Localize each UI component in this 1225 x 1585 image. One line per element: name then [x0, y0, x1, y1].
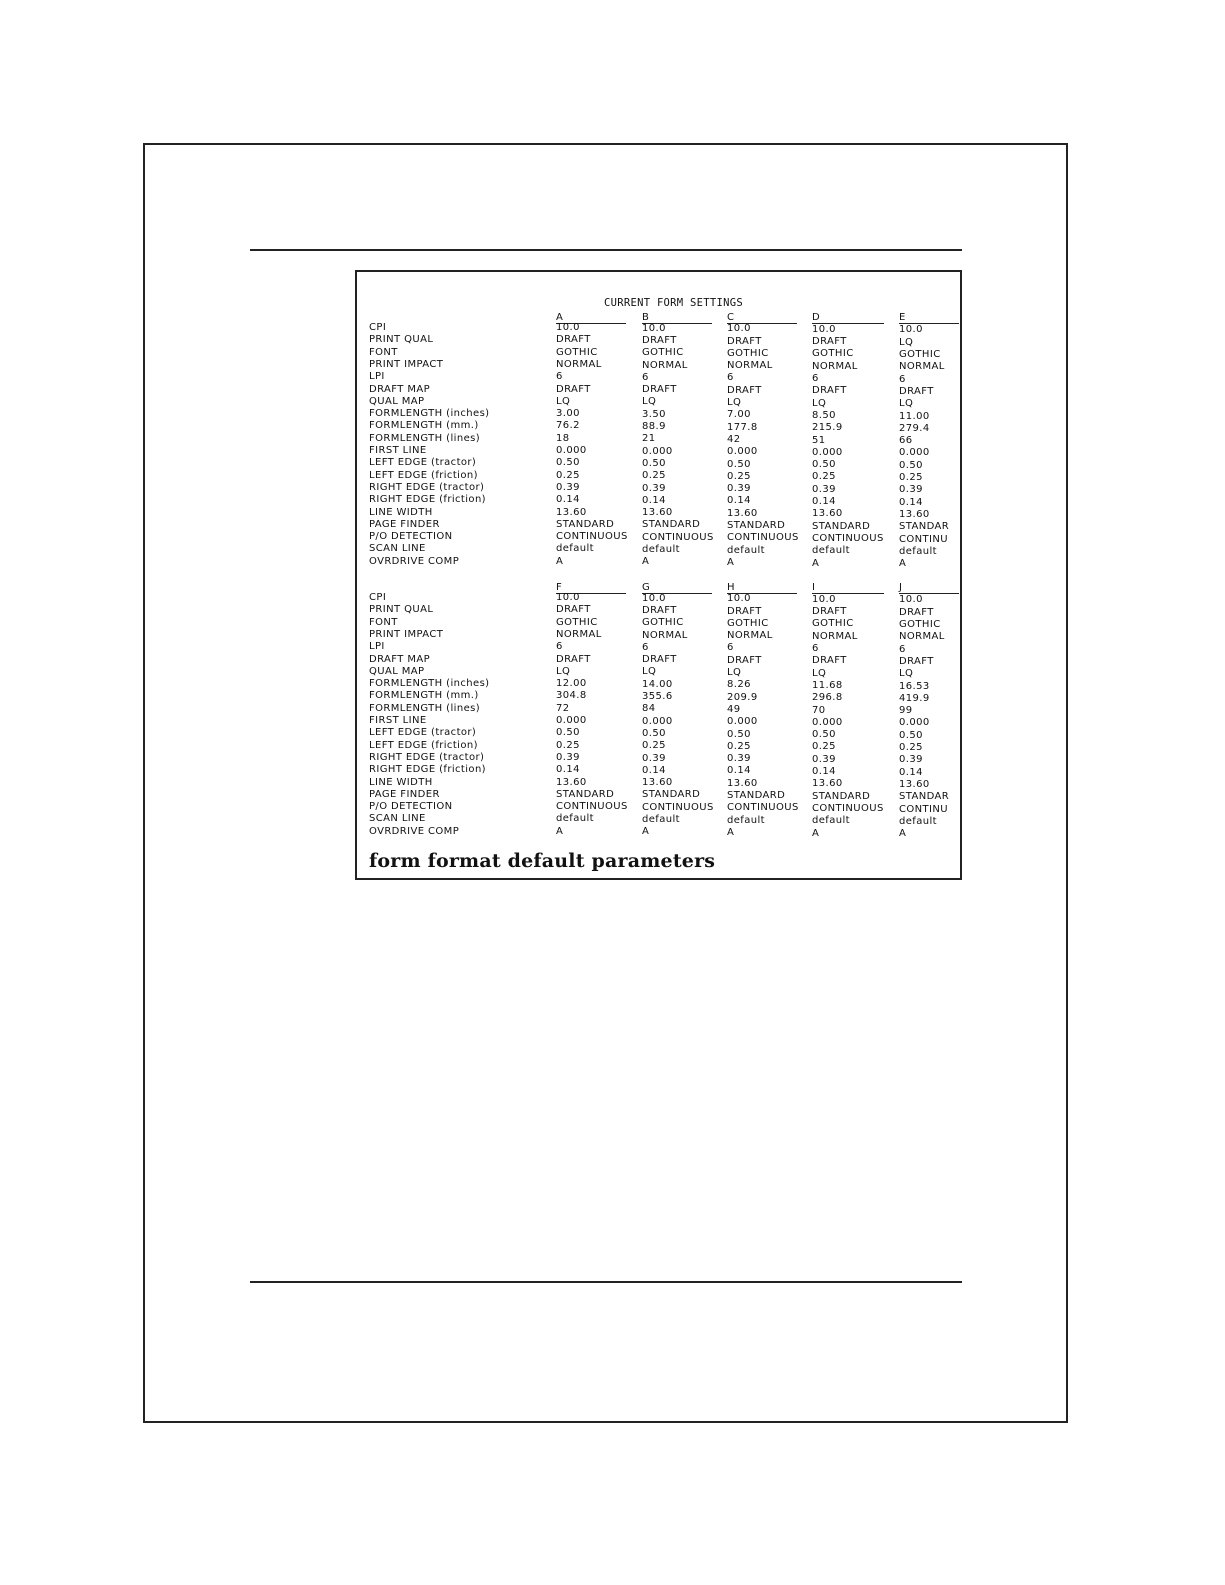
table-cell: 6 [556, 371, 563, 383]
table-cell: 355.6 [642, 691, 673, 702]
table-cell: STANDARD [556, 518, 615, 530]
table-cell: 0.39 [556, 481, 580, 493]
table-cell: 10.0 [727, 593, 751, 605]
table-cell: 49 [727, 703, 741, 715]
table-cell: 0.50 [727, 458, 751, 470]
table-cell: DRAFT [642, 384, 677, 396]
table-cell: GOTHIC [642, 347, 684, 359]
table-cell: 6 [812, 643, 819, 654]
table-cell: DRAFT [899, 385, 934, 397]
table-cell: DRAFT [556, 383, 591, 395]
figure-title: CURRENT FORM SETTINGS [603, 297, 744, 309]
table-cell: 21 [642, 433, 656, 445]
row-label: FONT [369, 616, 398, 628]
row-label: RIGHT EDGE (friction) [369, 764, 486, 776]
table-cell: A [727, 826, 735, 838]
table-cell: 0.000 [642, 445, 673, 457]
row-label: PAGE FINDER [369, 518, 440, 530]
table-cell: 11.68 [812, 679, 843, 691]
table-cell: 11.00 [899, 410, 930, 422]
column-header: F [556, 582, 563, 593]
table-cell: NORMAL [899, 631, 945, 643]
row-label: LEFT EDGE (friction) [369, 739, 478, 751]
column-header: B [642, 312, 650, 323]
table-cell: 13.60 [812, 508, 843, 520]
table-cell: 0.14 [556, 494, 580, 506]
row-label: FORMLENGTH (lines) [369, 432, 481, 444]
table-cell: 0.39 [727, 753, 751, 765]
row-label: LEFT EDGE (tractor) [369, 727, 477, 739]
table-cell: default [812, 815, 850, 827]
table-cell: 3.50 [642, 408, 666, 420]
table-cell: 0.000 [812, 446, 843, 458]
table-cell: 0.50 [642, 457, 666, 469]
table-cell: 0.39 [556, 751, 580, 763]
table-cell: STANDAR [899, 521, 950, 533]
table-cell: 0.14 [812, 766, 836, 777]
table-cell: 0.25 [899, 742, 923, 753]
table-cell: 0.25 [812, 741, 836, 753]
table-cell: DRAFT [812, 606, 847, 618]
table-cell: 13.60 [642, 777, 673, 789]
table-cell: CONTINUOUS [556, 531, 628, 543]
table-cell: LQ [556, 665, 571, 677]
table-cell: 6 [899, 373, 906, 385]
table-cell: 6 [642, 371, 649, 383]
table-cell: STANDARD [727, 790, 786, 801]
row-label: P/O DETECTION [369, 801, 453, 813]
table-cell: NORMAL [727, 630, 773, 642]
row-label: LPI [369, 641, 385, 653]
table-cell: 51 [812, 434, 826, 446]
table-cell: 177.8 [727, 421, 758, 433]
table-cell: 10.0 [727, 323, 751, 335]
table-cell: CONTINUOUS [642, 531, 714, 543]
table-cell: 0.25 [642, 740, 666, 752]
table-cell: NORMAL [812, 360, 858, 372]
table-cell: 13.60 [556, 776, 587, 788]
row-label: P/O DETECTION [369, 531, 453, 543]
table-cell: 296.8 [812, 692, 843, 704]
table-cell: 0.14 [642, 494, 666, 506]
table-cell: A [642, 826, 650, 838]
table-cell: 13.60 [727, 777, 758, 789]
table-cell: DRAFT [812, 655, 847, 667]
table-cell: 0.14 [556, 764, 580, 776]
table-cell: 66 [899, 435, 913, 447]
column-header: C [727, 312, 735, 323]
table-cell: GOTHIC [727, 617, 769, 629]
table-cell: 0.25 [642, 470, 666, 482]
table-cell: 0.14 [899, 766, 923, 778]
table-cell: 99 [899, 705, 913, 717]
table-cell: A [556, 825, 564, 837]
table-cell: DRAFT [556, 653, 591, 665]
table-cell: default [727, 544, 765, 556]
row-label: PRINT IMPACT [369, 358, 444, 370]
table-cell: 10.0 [642, 322, 666, 334]
table-cell: 0.000 [556, 445, 587, 456]
bottom-rule [250, 1281, 962, 1283]
table-cell: 0.14 [727, 495, 751, 507]
table-cell: 13.60 [899, 508, 930, 520]
table-cell: default [556, 813, 594, 825]
table-cell: 14.00 [642, 678, 673, 690]
table-cell: 0.14 [727, 765, 751, 777]
table-cell: 3.00 [556, 408, 580, 420]
row-label: PRINT QUAL [369, 334, 434, 346]
table-cell: DRAFT [556, 334, 591, 346]
table-cell: DRAFT [899, 655, 934, 667]
table-cell: LQ [899, 336, 914, 348]
row-label: FONT [369, 346, 398, 358]
table-cell: 0.000 [899, 717, 930, 729]
table-cell: 0.14 [899, 496, 923, 508]
table-cell: CONTINUOUS [727, 532, 799, 544]
table-cell: LQ [642, 666, 657, 678]
table-cell: 10.0 [556, 322, 580, 333]
table-cell: 0.25 [556, 739, 580, 751]
table-cell: 279.4 [899, 422, 930, 434]
table-cell: 6 [727, 372, 734, 384]
table-cell: 88.9 [642, 421, 666, 432]
column-header: G [642, 582, 651, 593]
table-cell: 215.9 [812, 422, 843, 434]
table-cell: DRAFT [727, 654, 762, 666]
table-cell: DRAFT [642, 334, 677, 346]
row-label: SCAN LINE [369, 813, 426, 825]
row-label: LPI [369, 371, 385, 383]
table-cell: NORMAL [642, 629, 688, 641]
row-label: LEFT EDGE (tractor) [369, 457, 477, 469]
table-cell: STANDARD [556, 788, 615, 800]
table-cell: 0.39 [727, 483, 751, 495]
table-cell: 0.000 [642, 715, 673, 727]
table-cell: DRAFT [727, 605, 762, 617]
table-cell: 8.50 [812, 409, 836, 421]
table-cell: 0.000 [812, 716, 843, 728]
table-cell: NORMAL [899, 361, 945, 373]
table-cell: 0.50 [899, 729, 923, 741]
table-cell: 0.39 [642, 752, 666, 764]
table-cell: 0.25 [556, 469, 580, 481]
column-header: J [899, 582, 903, 593]
table-cell: GOTHIC [556, 616, 598, 628]
table-cell: 0.14 [812, 496, 836, 507]
table-cell: NORMAL [727, 360, 773, 372]
table-cell: 10.0 [556, 592, 580, 603]
table-cell: A [899, 828, 907, 840]
table-cell: 0.50 [812, 729, 836, 741]
table-cell: DRAFT [899, 606, 934, 618]
table-cell: 0.25 [812, 471, 836, 483]
table-cell: 0.25 [899, 472, 923, 483]
table-cell: 13.60 [556, 506, 587, 518]
table-cell: default [899, 815, 937, 827]
row-label: QUAL MAP [369, 665, 425, 677]
table-cell: LQ [727, 397, 742, 408]
column-header: H [727, 582, 735, 593]
table-cell: 6 [642, 641, 649, 653]
row-label: FIRST LINE [369, 445, 427, 456]
table-cell: 0.39 [812, 753, 836, 765]
form-settings-figure [355, 270, 962, 880]
table-cell: 10.0 [812, 323, 836, 335]
table-cell: DRAFT [556, 604, 591, 616]
table-cell: STANDAR [899, 791, 950, 803]
table-cell: DRAFT [812, 336, 847, 348]
table-cell: 0.39 [812, 483, 836, 495]
row-label: RIGHT EDGE (tractor) [369, 481, 485, 493]
table-cell: NORMAL [556, 358, 602, 370]
table-cell: CONTINUOUS [812, 802, 884, 814]
row-label: CPI [369, 592, 387, 603]
column-header: D [812, 312, 821, 323]
table-cell: 0.50 [812, 459, 836, 471]
table-cell: LQ [556, 395, 571, 407]
table-cell: LQ [812, 397, 827, 409]
table-cell: DRAFT [812, 385, 847, 397]
table-cell: 6 [556, 641, 563, 653]
column-header: I [812, 582, 816, 593]
table-cell: 0.50 [556, 457, 580, 469]
column-header: A [556, 312, 564, 323]
table-cell: 0.000 [727, 446, 758, 458]
table-cell: 6 [812, 373, 819, 384]
table-cell: CONTINUOUS [812, 532, 884, 544]
table-cell: default [642, 544, 680, 555]
row-label: LINE WIDTH [369, 776, 433, 788]
figure-caption: form format default parameters [369, 850, 716, 872]
table-cell: default [812, 545, 850, 557]
table-cell: default [556, 543, 594, 555]
table-cell: 13.60 [727, 507, 758, 519]
table-cell: 0.000 [727, 716, 758, 728]
table-cell: 18 [556, 432, 570, 444]
table-cell: 13.60 [812, 778, 843, 790]
table-cell: default [727, 814, 765, 826]
table-cell: NORMAL [556, 628, 602, 640]
table-cell: 12.00 [556, 678, 587, 690]
table-cell: 42 [727, 433, 741, 445]
row-label: OVRDRIVE COMP [369, 555, 460, 567]
table-cell: DRAFT [642, 604, 677, 616]
row-label: DRAFT MAP [369, 653, 431, 665]
top-rule [250, 249, 962, 251]
table-cell: 84 [642, 703, 656, 715]
table-cell: CONTINUOUS [727, 802, 799, 814]
table-cell: 10.0 [899, 594, 923, 606]
table-cell: STANDARD [812, 790, 871, 802]
row-label: PAGE FINDER [369, 788, 440, 800]
table-cell: 0.39 [899, 484, 923, 496]
table-cell: 16.53 [899, 680, 930, 692]
table-cell: STANDARD [727, 520, 786, 531]
table-cell: LQ [812, 667, 827, 679]
table-cell: STANDARD [642, 519, 701, 531]
table-cell: GOTHIC [812, 348, 854, 360]
table-cell: 0.000 [556, 715, 587, 726]
row-label: FORMLENGTH (mm.) [369, 690, 479, 702]
table-cell: 8.26 [727, 679, 751, 691]
table-cell: GOTHIC [812, 618, 854, 630]
table-cell: A [812, 827, 820, 839]
table-cell: 13.60 [899, 778, 930, 790]
table-cell: 76.2 [556, 420, 580, 432]
table-cell: 6 [899, 643, 906, 655]
table-cell: DRAFT [642, 654, 677, 666]
table-cell: 0.14 [642, 764, 666, 776]
table-cell: GOTHIC [899, 619, 941, 630]
table-cell: 304.8 [556, 690, 587, 702]
table-cell: A [556, 555, 564, 567]
row-label: FORMLENGTH (inches) [369, 408, 490, 420]
table-cell: LQ [899, 398, 914, 410]
row-label: LINE WIDTH [369, 506, 433, 518]
row-label: OVRDRIVE COMP [369, 825, 460, 837]
table-cell: GOTHIC [556, 346, 598, 358]
table-cell: 0.25 [727, 740, 751, 752]
table-cell: DRAFT [727, 335, 762, 347]
table-cell: DRAFT [727, 384, 762, 396]
table-cell: GOTHIC [727, 347, 769, 359]
row-label: PRINT IMPACT [369, 628, 444, 640]
table-cell: default [642, 814, 680, 825]
table-cell: CONTINUOUS [556, 801, 628, 813]
row-label: QUAL MAP [369, 395, 425, 407]
column-header: E [899, 312, 906, 323]
table-cell: 0.25 [727, 470, 751, 482]
table-cell: CONTINU [899, 803, 948, 815]
table-cell: 72 [556, 702, 570, 714]
table-cell: LQ [727, 667, 742, 678]
table-cell: 0.50 [899, 459, 923, 471]
table-cell: A [812, 557, 820, 569]
table-cell: CONTINUOUS [642, 801, 714, 813]
row-label: PRINT QUAL [369, 604, 434, 616]
table-cell: 0.50 [642, 727, 666, 739]
table-cell: A [899, 558, 907, 570]
table-cell: 419.9 [899, 692, 930, 704]
table-cell: 70 [812, 704, 826, 716]
table-cell: A [727, 556, 735, 568]
row-label: LEFT EDGE (friction) [369, 469, 478, 481]
row-label: DRAFT MAP [369, 383, 431, 395]
table-cell: CONTINU [899, 533, 948, 545]
table-cell: STANDARD [812, 520, 871, 532]
table-cell: 7.00 [727, 409, 751, 421]
table-cell: 0.000 [899, 447, 930, 459]
table-cell: 10.0 [642, 592, 666, 604]
table-cell: 209.9 [727, 691, 758, 703]
table-cell: NORMAL [642, 359, 688, 371]
table-cell: 13.60 [642, 507, 673, 519]
table-cell: 0.50 [556, 727, 580, 739]
table-cell: 10.0 [899, 324, 923, 336]
row-label: CPI [369, 322, 387, 333]
table-cell: LQ [899, 668, 914, 680]
row-label: FORMLENGTH (mm.) [369, 420, 479, 432]
row-label: FIRST LINE [369, 715, 427, 726]
table-cell: 0.50 [727, 728, 751, 740]
row-label: FORMLENGTH (lines) [369, 702, 481, 714]
row-label: RIGHT EDGE (tractor) [369, 751, 485, 763]
table-cell: A [642, 556, 650, 568]
table-cell: NORMAL [812, 630, 858, 642]
table-cell: 10.0 [812, 593, 836, 605]
table-cell: GOTHIC [899, 349, 941, 360]
table-cell: 0.39 [642, 482, 666, 494]
table-cell: LQ [642, 396, 657, 408]
row-label: RIGHT EDGE (friction) [369, 494, 486, 506]
table-cell: 0.39 [899, 754, 923, 766]
table-cell: STANDARD [642, 789, 701, 801]
table-cell: default [899, 545, 937, 557]
table-cell: GOTHIC [642, 617, 684, 629]
table-cell: 6 [727, 642, 734, 654]
row-label: FORMLENGTH (inches) [369, 678, 490, 690]
row-label: SCAN LINE [369, 543, 426, 555]
